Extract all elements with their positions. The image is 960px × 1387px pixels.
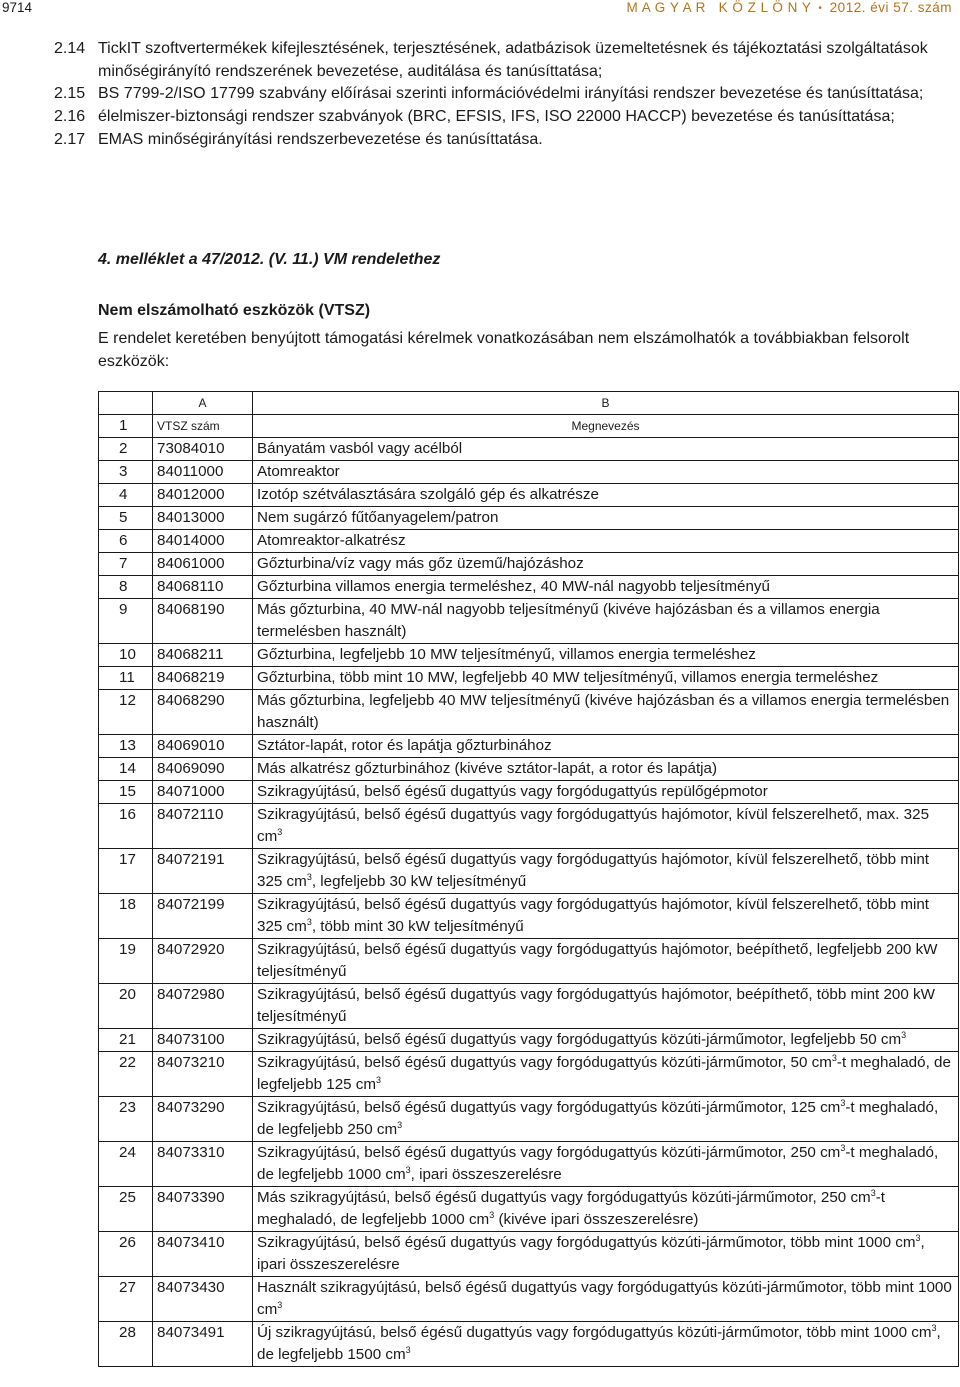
table-row [99, 690, 959, 735]
item-name [253, 1097, 959, 1142]
vtsz-code: 84012000 [153, 484, 253, 507]
table-row [99, 484, 959, 507]
item-name-text: Szikragyújtású, belső égésű dugattyús vagy forgódugattyús közúti-járműmotor, 125 cm [257, 1099, 841, 1116]
table-row [99, 1232, 959, 1277]
item-name-text: Szikragyújtású, belső égésű dugattyús vagy forgódugattyús hajómotor, kívül felszerelhető, több mint 325 cm [257, 896, 930, 935]
vtsz-code: 84073430 [153, 1277, 253, 1322]
row-number: 14 [99, 758, 153, 781]
list-item [54, 38, 954, 83]
row-number: 6 [99, 530, 153, 553]
item-name-sup: 3 [277, 1299, 283, 1310]
item-name-text: Gőzturbina, több mint 10 MW, legfeljebb 40 MW teljesítményű, villamos energia termeléshez [257, 669, 879, 686]
vtsz-code: 84068290 [153, 690, 253, 735]
list-item-number: 2.14 [54, 40, 86, 57]
item-name-text: Más gőzturbina, legfeljebb 40 MW teljesítményű (kivéve hajózásban és a villamos energia termelésben használt) [257, 692, 950, 731]
row-number: 17 [99, 849, 153, 894]
table-row [99, 438, 959, 461]
item-name [253, 939, 959, 984]
table-row [99, 939, 959, 984]
vtsz-code: 84073210 [153, 1052, 253, 1097]
item-name [253, 576, 959, 599]
table-row [99, 507, 959, 530]
row-number: 20 [99, 984, 153, 1029]
item-name-text: (kivéve ipari összeszerelésre) [494, 1211, 699, 1228]
row-number: 8 [99, 576, 153, 599]
vtsz-code: 84061000 [153, 553, 253, 576]
running-head [0, 0, 960, 22]
item-name-text: Gőzturbina, legfeljebb 10 MW teljesítményű, villamos energia termeléshez [257, 646, 756, 663]
item-name-text: Gőzturbina/víz vagy más gőz üzemű/hajózáshoz [257, 555, 584, 572]
vtsz-code: 84068211 [153, 644, 253, 667]
vtsz-code: 84073100 [153, 1029, 253, 1052]
item-name-text: Szikragyújtású, belső égésű dugattyús vagy forgódugattyús közúti-járműmotor, legfeljebb 50 cm [257, 1031, 902, 1048]
table-row [99, 530, 959, 553]
vtsz-code: 84073491 [153, 1322, 253, 1367]
item-name-text: , legfeljebb 30 kW teljesítményű [311, 873, 527, 890]
item-name [253, 804, 959, 849]
vtsz-code: 84072199 [153, 894, 253, 939]
list-item [54, 83, 954, 106]
row-number: 22 [99, 1052, 153, 1097]
item-name [253, 1142, 959, 1187]
item-name [253, 758, 959, 781]
item-name [253, 667, 959, 690]
list-item-text: TickIT szoftvertermékek kifejlesztésének, terjesztésének, adatbázisok üzemeltetésnek és tájékoztatási szolgáltatások minőségirányító rendszerének bevezetése, auditálása és tanúsíttatása; [98, 40, 928, 80]
list-item-number: 2.16 [54, 108, 86, 126]
table-row [99, 849, 959, 894]
item-name-text: Használt szikragyújtású, belső égésű dugattyús vagy forgódugattyús közúti-járműmotor, több mint 1000 cm [257, 1279, 952, 1318]
item-name-sup: 3 [840, 1097, 846, 1108]
item-name-text: Bányatám vasból vagy acélból [257, 440, 463, 457]
list-item [54, 106, 954, 129]
item-name-text: Szikragyújtású, belső égésű dugattyús vagy forgódugattyús hajómotor, beépíthető, legfeljebb 200 kW teljesítményű [257, 941, 938, 980]
intro-paragraph: E rendelet keretében benyújtott támogatási kérelmek vonatkozásában nem elszámolhatók a továbbiakban felsorolt eszközök: [98, 330, 910, 370]
vtsz-code: 84072920 [153, 939, 253, 984]
list-item-number: 2.15 [54, 85, 86, 103]
section-title: Nem elszámolható eszközök (VTSZ) [98, 302, 371, 319]
table-row [99, 758, 959, 781]
item-name-text: , ipari összeszerelésre [410, 1166, 562, 1183]
row-number: 1 [99, 415, 153, 438]
item-name-text: Sztátor-lapát, rotor és lapátja gőzturbinához [257, 737, 552, 754]
item-name [253, 1052, 959, 1097]
name-header: Megnevezés [253, 415, 959, 438]
item-name [253, 690, 959, 735]
item-name-sup: 3 [277, 826, 283, 837]
vtsz-code: 73084010 [153, 438, 253, 461]
table-row [99, 1187, 959, 1232]
table-row [99, 1322, 959, 1367]
standards-list [54, 38, 954, 152]
item-name [253, 484, 959, 507]
item-name-text: Szikragyújtású, belső égésű dugattyús vagy forgódugattyús hajómotor, kívül felszerelhető, max. 325 cm [257, 806, 930, 845]
item-name-text: Új szikragyújtású, belső égésű dugattyús vagy forgódugattyús közúti-járműmotor, több mint 1000 cm [257, 1324, 932, 1341]
item-name-text: Gőzturbina villamos energia termeléshez, 40 MW-nál nagyobb teljesítményű [257, 578, 770, 595]
item-name-sup: 3 [376, 1074, 382, 1085]
table-row [99, 461, 959, 484]
table-row [99, 576, 959, 599]
item-name-text: Szikragyújtású, belső égésű dugattyús vagy forgódugattyús hajómotor, beépíthető, több mint 200 kW teljesítményű [257, 986, 935, 1025]
vtsz-code: 84068219 [153, 667, 253, 690]
list-item-text: EMAS minőségirányítási rendszerbevezetése és tanúsíttatása. [98, 130, 543, 148]
column-letter-row [99, 392, 959, 415]
vtsz-code: 84069010 [153, 735, 253, 758]
item-name [253, 781, 959, 804]
row-number: 3 [99, 461, 153, 484]
item-name-sup: 3 [840, 1142, 846, 1153]
item-name-text: Izotóp szétválasztására szolgáló gép és alkatrésze [257, 486, 599, 503]
vtsz-code: 84072980 [153, 984, 253, 1029]
vtsz-code: 84073390 [153, 1187, 253, 1232]
row-number: 27 [99, 1277, 153, 1322]
item-name-text: -t meghaladó, de legfeljebb 1000 cm [257, 1189, 886, 1228]
item-name-text: Más gőzturbina, 40 MW-nál nagyobb teljesítményű (kivéve hajózásban és a villamos energia termelésben használt) [257, 601, 880, 640]
table-row [99, 1052, 959, 1097]
journal-name: M A G Y A R K Ö Z L Ö N Y [626, 0, 812, 15]
row-number: 9 [99, 599, 153, 644]
journal-issue: 2012. évi 57. szám [829, 0, 952, 15]
item-name [253, 735, 959, 758]
vtsz-code: 84073290 [153, 1097, 253, 1142]
row-number: 10 [99, 644, 153, 667]
item-name-sup: 3 [405, 1164, 411, 1175]
column-a-header: A [153, 392, 253, 415]
table-row [99, 1029, 959, 1052]
item-name-text: Szikragyújtású, belső égésű dugattyús vagy forgódugattyús hajómotor, kívül felszerelhető, több mint 325 cm [257, 851, 930, 890]
item-name-sup: 3 [397, 1119, 403, 1130]
item-name-text: Szikragyújtású, belső égésű dugattyús vagy forgódugattyús repülőgépmotor [257, 783, 768, 800]
row-number: 7 [99, 553, 153, 576]
item-name [253, 644, 959, 667]
table-row [99, 781, 959, 804]
corner-cell [99, 392, 153, 415]
item-name-sup: 3 [306, 916, 312, 927]
table-row [99, 553, 959, 576]
item-name-text: Más szikragyújtású, belső égésű dugattyús vagy forgódugattyús közúti-járműmotor, 250 cm [257, 1189, 871, 1206]
item-name-text: Szikragyújtású, belső égésű dugattyús vagy forgódugattyús közúti-járműmotor, 250 cm [257, 1144, 841, 1161]
item-name-sup: 3 [405, 1344, 411, 1355]
item-name-sup: 3 [306, 871, 312, 882]
vtsz-code: 84011000 [153, 461, 253, 484]
item-name [253, 984, 959, 1029]
item-name-sup: 3 [931, 1322, 937, 1333]
item-name [253, 1232, 959, 1277]
vtsz-code: 84069090 [153, 758, 253, 781]
item-name-text: , ipari összeszerelésre [257, 1234, 925, 1273]
table-row [99, 644, 959, 667]
annex-title: 4. melléklet a 47/2012. (V. 11.) VM rendelethez [98, 251, 441, 268]
vtsz-code: 84071000 [153, 781, 253, 804]
row-number: 18 [99, 894, 153, 939]
item-name-text: , több mint 30 kW teljesítményű [311, 918, 524, 935]
item-name-text: Atomreaktor [257, 463, 340, 480]
item-name-text: -t meghaladó, de legfeljebb 1000 cm [257, 1144, 939, 1183]
item-name-sup: 3 [489, 1209, 495, 1220]
item-name [253, 507, 959, 530]
vtsz-code: 84068110 [153, 576, 253, 599]
vtsz-table [98, 391, 959, 1367]
header-separator: • [818, 3, 823, 14]
table-row [99, 1097, 959, 1142]
item-name [253, 530, 959, 553]
item-name-text: Más alkatrész gőzturbinához (kivéve sztátor-lapát, a rotor és lapátja) [257, 760, 718, 777]
row-number: 12 [99, 690, 153, 735]
row-number: 13 [99, 735, 153, 758]
item-name [253, 894, 959, 939]
vtsz-code: 84073410 [153, 1232, 253, 1277]
item-name [253, 553, 959, 576]
item-name [253, 1187, 959, 1232]
list-item-text: BS 7799-2/ISO 17799 szabvány előírásai szerinti információvédelmi irányítási rendszer bevezetése és tanúsíttatása; [98, 85, 924, 103]
page-number: 9714 [2, 0, 33, 15]
row-number: 21 [99, 1029, 153, 1052]
vtsz-code: 84073310 [153, 1142, 253, 1187]
vtsz-header: VTSZ szám [153, 415, 253, 438]
item-name [253, 1029, 959, 1052]
row-number: 25 [99, 1187, 153, 1232]
row-number: 28 [99, 1322, 153, 1367]
list-item [54, 129, 954, 152]
row-number: 19 [99, 939, 153, 984]
list-item-number: 2.17 [54, 130, 86, 148]
table-row [99, 984, 959, 1029]
row-number: 5 [99, 507, 153, 530]
item-name [253, 438, 959, 461]
vtsz-code: 84014000 [153, 530, 253, 553]
item-name-sup: 3 [915, 1232, 921, 1243]
table-row [99, 804, 959, 849]
item-name-text: Nem sugárzó fűtőanyagelem/patron [257, 509, 499, 526]
item-name [253, 1322, 959, 1367]
table-row [99, 894, 959, 939]
item-name [253, 461, 959, 484]
item-name-sup: 3 [901, 1029, 907, 1040]
vtsz-code: 84072191 [153, 849, 253, 894]
vtsz-code: 84013000 [153, 507, 253, 530]
table-row [99, 1277, 959, 1322]
table-row [99, 735, 959, 758]
row-number: 2 [99, 438, 153, 461]
column-b-header: B [253, 392, 959, 415]
row-number: 26 [99, 1232, 153, 1277]
vtsz-code: 84072110 [153, 804, 253, 849]
row-number: 16 [99, 804, 153, 849]
item-name [253, 1277, 959, 1322]
table-row [99, 1142, 959, 1187]
row-number: 24 [99, 1142, 153, 1187]
list-item-text: élelmiszer-biztonsági rendszer szabványok (BRC, EFSIS, IFS, ISO 22000 HACCP) bevezetése és tanúsíttatása; [98, 108, 895, 126]
row-number: 4 [99, 484, 153, 507]
table-row [99, 599, 959, 644]
row-number: 23 [99, 1097, 153, 1142]
item-name-sup: 3 [870, 1187, 876, 1198]
item-name [253, 599, 959, 644]
vtsz-code: 84068190 [153, 599, 253, 644]
row-number: 11 [99, 667, 153, 690]
item-name-text: , de legfeljebb 1500 cm [257, 1324, 941, 1363]
item-name-text: Szikragyújtású, belső égésű dugattyús vagy forgódugattyús közúti-járműmotor, több mint 1000 cm [257, 1234, 916, 1251]
item-name-text: Szikragyújtású, belső égésű dugattyús vagy forgódugattyús közúti-járműmotor, 50 cm [257, 1054, 832, 1071]
table-header-row [99, 415, 959, 438]
item-name-sup: 3 [831, 1052, 837, 1063]
table-row [99, 667, 959, 690]
journal-title [627, 0, 952, 15]
item-name-text: -t meghaladó, de legfeljebb 250 cm [257, 1099, 939, 1138]
item-name [253, 849, 959, 894]
row-number: 15 [99, 781, 153, 804]
item-name-text: -t meghaladó, de legfeljebb 125 cm [257, 1054, 951, 1093]
item-name-text: Atomreaktor-alkatrész [257, 532, 406, 549]
